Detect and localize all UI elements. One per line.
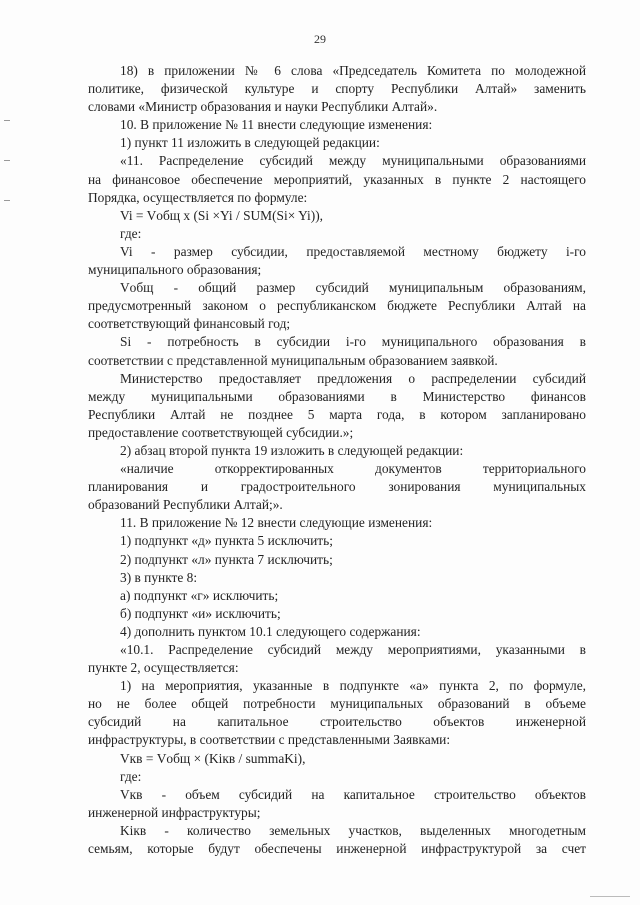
text-line: муниципального образования; [88,262,262,278]
document-body [88,62,586,858]
text-line: пункте 2, осуществляется: [88,660,239,676]
text-line: а) подпункт «г» исключить; [120,587,279,603]
text-line: словами «Министр образования и науки Республики Алтай». [88,99,438,115]
text-line: семьям, которые будут обеспечены инженерной инфраструктурой за счет [88,841,586,857]
text-line: где: [120,768,142,784]
text-line: Vi = Vобщ x (Si ×Yi / SUM(Si× Yi)), [120,207,324,223]
text-line: предоставление соответствующей субсидии.»; [88,424,354,440]
text-line: Kiкв - количество земельных участков, выделенных многодетным [120,822,586,838]
scan-edge-marks [4,120,14,240]
text-line: образований Республики Алтай;». [88,497,283,513]
text-line: 3) в пункте 8: [120,569,198,585]
text-line: 1) подпункт «д» пункта 5 исключить; [120,533,333,549]
text-line: 11. В приложение № 12 внести следующие изменения: [120,515,433,531]
text-line: Vкв - объем субсидий на капитальное строительство объектов [120,786,586,802]
text-line: субсидий на капитальное строительство объектов инженерной [88,714,586,730]
text-line: «10.1. Распределение субсидий между мероприятиями, указанными в [120,642,586,657]
page-number: 29 [314,32,326,46]
text-line: 4) дополнить пунктом 10.1 следующего содержания: [120,623,421,639]
text-line: Vi - размер субсидии, предоставляемой местному бюджету i-го [120,243,586,259]
text-line: Республики Алтай не позднее 5 марта года, в котором запланировано [88,406,586,422]
text-line: 1) пункт 11 изложить в следующей редакции: [120,135,380,151]
text-line: Порядка, осуществляется по формуле: [88,189,308,205]
text-line: на финансовое обеспечение мероприятий, указанных в пункте 2 настоящего [88,171,586,187]
text-line: где: [120,225,142,241]
text-line: планирования и градостроительного зонирования муниципальных [88,479,586,495]
text-line: политике, физической культуре и спорту Республики Алтай» заменить [88,81,586,97]
text-line: 1) на мероприятия, указанные в подпункте «а» пункта 2, по формуле, [120,678,586,694]
text-line: Vкв = Vобщ × (Kiкв / summaKi), [120,750,306,766]
text-line: между муниципальными образованиями в Министерство финансов [88,388,586,404]
scan-edge-mark-bottom [590,896,630,897]
text-line: инженерной инфраструктуры; [88,804,261,820]
text-line: Si - потребность в субсидии i-го муниципального образования в [120,334,586,350]
text-line: предусмотренный законом о республиканском бюджете Республики Алтай на [88,298,586,314]
text-line: 10. В приложение № 11 внести следующие изменения: [120,117,433,133]
text-line: «наличие откорректированных документов территориального [120,461,586,477]
text-line: 18) в приложении № 6 слова «Председатель Комитета по молодежной [120,63,586,78]
text-line: 2) подпункт «л» пункта 7 исключить; [120,551,333,567]
text-line: «11. Распределение субсидий между муниципальными образованиями [120,153,586,169]
text-line: но не более общей потребности муниципальных образований в объеме [88,696,586,712]
text-line: соответствии с представленной муниципальным образованием заявкой. [88,352,498,368]
text-line: Vобщ - общий размер субсидий муниципальным образованиям, [120,280,586,296]
text-line: б) подпункт «и» исключить; [120,605,281,621]
text-line: соответствующий финансовый год; [88,316,291,332]
text-line: инфраструктуры, в соответствии с представленными Заявками: [88,732,451,748]
text-line: Министерство предоставляет предложения о распределении субсидий [120,370,586,386]
text-line: 2) абзац второй пункта 19 изложить в следующей редакции: [120,442,464,458]
